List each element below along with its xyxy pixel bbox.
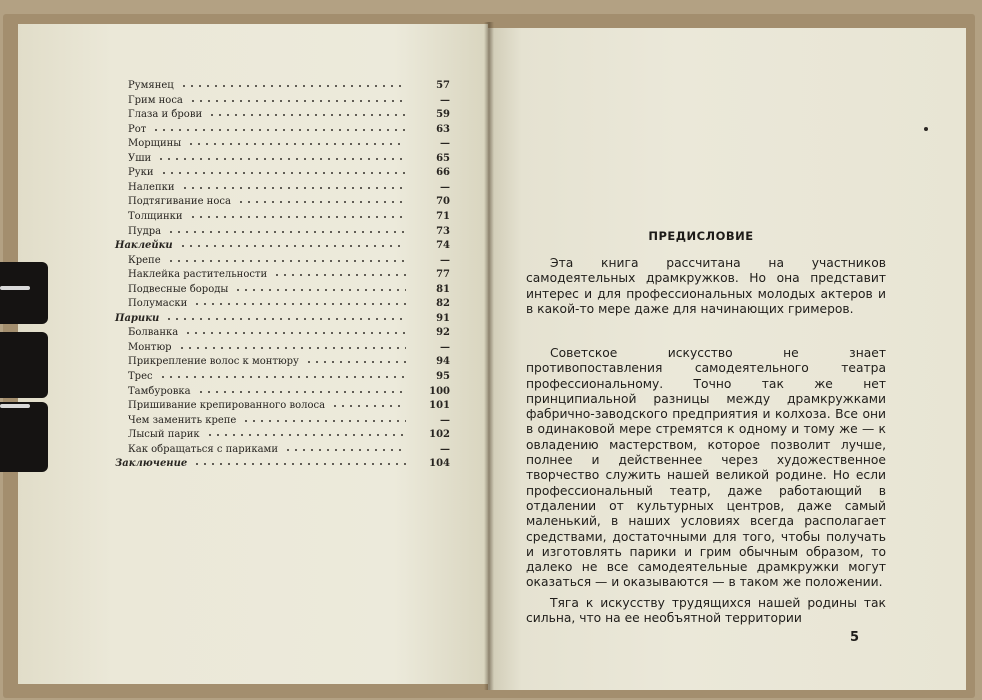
toc-page-number: 100	[429, 385, 450, 397]
toc-row	[128, 325, 450, 340]
toc-row	[128, 384, 450, 399]
toc-row	[128, 78, 450, 93]
toc-row	[128, 122, 450, 137]
toc-label: Заключение	[115, 458, 188, 470]
toc-row	[128, 340, 450, 355]
toc-leader-dots	[167, 231, 406, 233]
toc-leader-dots	[284, 449, 406, 451]
toc-row	[128, 354, 450, 369]
toc-leader-dots	[193, 303, 406, 305]
toc-label: Наклейка растительности	[128, 269, 268, 281]
toc-row	[128, 282, 450, 297]
toc-row	[128, 93, 450, 108]
toc-page-number: 59	[436, 109, 450, 121]
toc-page-number: 71	[436, 210, 450, 222]
toc-label: Налепки	[128, 181, 175, 193]
toc-page-number: —	[440, 254, 450, 266]
book-spine-gutter	[484, 22, 494, 690]
toc-row	[128, 136, 450, 151]
toc-row	[128, 194, 450, 209]
preface-paragraph-2: Советское искусство не знает противопоставления самодеятельного театра профессиональному. Точно так же нет принципиальной разницы между драмкружками фабрично-заводского предприятия и колхоза. Все они в одинаковой мере стремятся к одному и тому же — к овладению мастерством, которое позволит лучше, полнее и действеннее через художественное творчество служить нашей великой родине. Но если профессиональный театр, даже работающий в отдалении от культурных центров, даже самый маленький, в наших условиях всегда располагает средствами, достаточными для того, чтобы получать и изготовлять парики и грим обычным образом, то далеко не все самодеятельные драмкружки могут оказаться — и оказываются — в таком же положении.	[526, 346, 886, 590]
toc-leader-dots	[160, 172, 406, 174]
toc-label: Пришивание крепированного волоса	[128, 400, 326, 412]
ink-speck	[924, 127, 928, 131]
clip-wire-bottom	[0, 404, 30, 408]
toc-page-number: 82	[436, 298, 450, 310]
toc-leader-dots	[305, 361, 406, 363]
clip-wire-top	[0, 286, 30, 290]
toc-leader-dots	[152, 129, 406, 131]
toc-leader-dots	[157, 158, 406, 160]
toc-label: Болванка	[128, 327, 179, 339]
toc-label: Полумаски	[128, 298, 188, 310]
toc-leader-dots	[242, 420, 406, 422]
toc-page-number: 95	[436, 371, 450, 382]
page-number: 5	[850, 630, 860, 645]
toc-label: Парики	[115, 312, 160, 324]
toc-leader-dots	[178, 347, 406, 349]
toc-row	[128, 296, 450, 311]
toc-leader-dots	[273, 274, 406, 276]
toc-page-number: 101	[429, 400, 450, 412]
toc-page-number: 74	[436, 240, 450, 252]
toc-row	[128, 180, 450, 195]
toc-row	[128, 253, 450, 268]
toc-label: Рот	[128, 123, 147, 135]
toc-leader-dots	[189, 100, 406, 102]
toc-row	[128, 224, 450, 239]
toc-label: Трес	[128, 371, 153, 382]
toc-leader-dots	[189, 216, 406, 218]
toc-leader-dots	[181, 187, 406, 189]
toc-leader-dots	[167, 260, 406, 262]
toc-label: Наклейки	[115, 240, 173, 252]
toc-page-number: 77	[436, 269, 450, 281]
toc-section-row	[115, 238, 450, 253]
binder-clip-middle	[0, 332, 48, 398]
toc-label: Тамбуровка	[128, 385, 191, 397]
toc-row	[128, 209, 450, 224]
toc-label: Монтюр	[128, 341, 172, 353]
toc-label: Как обращаться с париками	[128, 443, 278, 455]
toc-leader-dots	[237, 201, 406, 203]
toc-page-number: —	[440, 138, 450, 150]
toc-row	[128, 398, 450, 413]
toc-label: Грим носа	[128, 94, 183, 106]
toc-label: Уши	[128, 152, 152, 164]
toc-label: Глаза и брови	[128, 109, 203, 121]
toc-page-number: —	[440, 94, 450, 106]
toc-label: Руки	[128, 167, 154, 179]
toc-page-number: 73	[436, 225, 450, 237]
toc-page-number: 65	[436, 152, 450, 164]
toc-label: Толщинки	[128, 210, 183, 222]
toc-page-number: 63	[436, 123, 450, 135]
toc-page-number: 102	[429, 429, 450, 441]
toc-row	[128, 427, 450, 442]
toc-leader-dots	[180, 85, 406, 87]
toc-leader-dots	[206, 434, 406, 436]
toc-label: Морщины	[128, 138, 182, 150]
toc-leader-dots	[331, 405, 406, 407]
toc-label: Румянец	[128, 80, 174, 91]
toc-leader-dots	[184, 332, 406, 334]
toc-page-number: 104	[429, 458, 450, 470]
toc-page-number: 91	[436, 312, 450, 324]
toc-leader-dots	[208, 114, 406, 116]
toc-page-number: 92	[436, 327, 450, 339]
toc-leader-dots	[234, 289, 406, 291]
toc-label: Подтягивание носа	[128, 196, 231, 208]
toc-page-number: —	[440, 443, 450, 455]
toc-row	[128, 165, 450, 180]
toc-page-number: 70	[436, 196, 450, 208]
toc-label: Пудра	[128, 225, 162, 237]
toc-label: Чем заменить крепе	[128, 414, 237, 426]
toc-page-number: 81	[436, 283, 450, 295]
toc-leader-dots	[193, 463, 406, 465]
toc-leader-dots	[165, 318, 406, 320]
toc-section-row	[115, 456, 450, 471]
toc-page-number: —	[440, 341, 450, 353]
toc-leader-dots	[197, 391, 406, 393]
toc-label: Подвесные бороды	[128, 283, 229, 295]
binder-clip-bottom	[0, 402, 48, 472]
binder-clip-top	[0, 262, 48, 324]
toc-leader-dots	[179, 245, 406, 247]
toc-page-number: —	[440, 414, 450, 426]
toc-leader-dots	[187, 143, 406, 145]
toc-page-number: —	[440, 181, 450, 193]
toc-page-number: 66	[436, 167, 450, 179]
toc-label: Прикрепление волос к монтюру	[128, 356, 299, 368]
preface-paragraph-3: Тяга к искусству трудящихся нашей родины так сильна, что на ее необъятной территории	[526, 596, 886, 626]
toc-row	[128, 107, 450, 122]
toc-section-row	[115, 311, 450, 326]
toc-row	[128, 151, 450, 166]
toc-row	[128, 267, 450, 282]
toc-label: Лысый парик	[128, 429, 200, 441]
toc-row	[128, 413, 450, 428]
toc-page-number: 94	[436, 356, 450, 368]
preface-paragraph-1: Эта книга рассчитана на участников самодеятельных драмкружков. Но она представит интерес и для профессиональных молодых актеров и в какой-то мере даже для начинающих гримеров.	[526, 256, 886, 316]
toc-row	[128, 369, 450, 384]
toc-label: Крепе	[128, 254, 161, 266]
toc-page-number: 57	[436, 80, 450, 91]
toc-leader-dots	[159, 376, 406, 378]
toc-row	[128, 442, 450, 457]
preface-title: ПРЕДИСЛОВИЕ	[648, 229, 754, 243]
